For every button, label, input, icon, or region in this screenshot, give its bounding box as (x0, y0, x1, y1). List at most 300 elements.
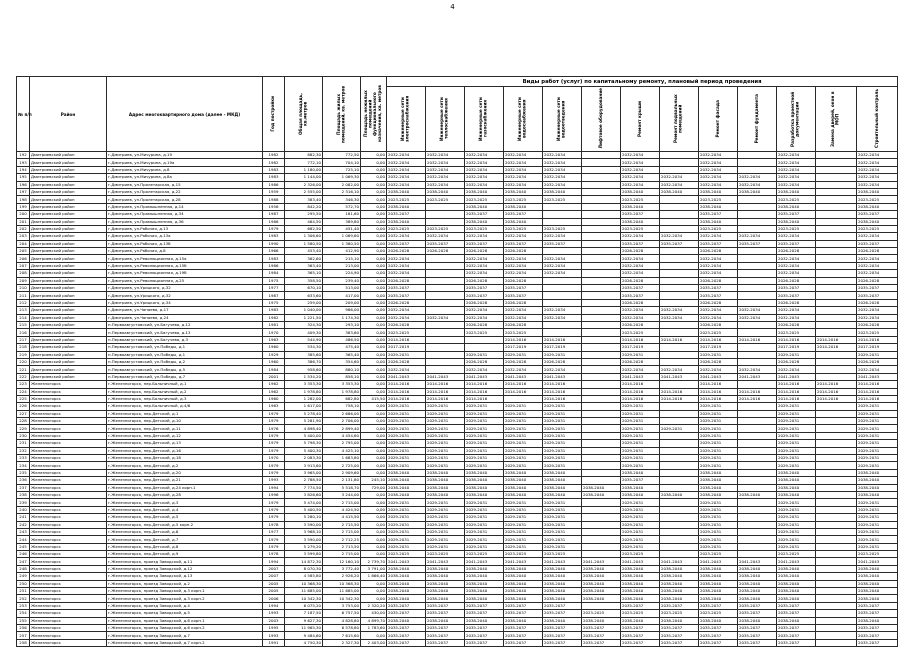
table-cell: 2023-2025 (543, 196, 582, 203)
table-cell: 2038-2040 (426, 580, 465, 587)
table-cell (816, 440, 857, 447)
table-cell: 2032-2034 (777, 307, 816, 314)
table-cell: 2035-2037 (738, 632, 777, 639)
table-cell: 2041-2043 (660, 558, 699, 565)
table-cell: 2038-2040 (660, 573, 699, 580)
table-cell: Дмитриевский район (30, 366, 107, 373)
table-cell: 2038-2040 (465, 477, 504, 484)
table-cell (660, 462, 699, 469)
table-cell: Железногорск (30, 403, 107, 410)
table-cell (738, 203, 777, 210)
table-cell: 11 685,00 (285, 588, 323, 595)
table-cell: 2014-2016 (660, 336, 699, 343)
table-cell: г.Железногорск, пер.Детский, д.3 (107, 499, 263, 506)
table-cell: 2032-2034 (387, 174, 426, 181)
table-cell: 2029-2031 (543, 403, 582, 410)
table-cell: 0,00 (361, 285, 387, 292)
table-cell: 2029-2031 (504, 432, 543, 439)
table-cell: 2029-2031 (621, 425, 660, 432)
table-cell: 203 (17, 233, 30, 240)
table-cell: 10 368,30 (323, 580, 361, 587)
table-cell: 2023-2025 (621, 225, 660, 232)
table-cell: 5 278,40 (285, 410, 323, 417)
table-cell: 1979 (263, 543, 285, 550)
table-cell: 2041-2043 (504, 558, 543, 565)
table-cell: 2035-2037 (543, 240, 582, 247)
table-row (17, 381, 898, 388)
table-cell: г.Железногорск, проезд Заводской, д.2 (107, 580, 263, 587)
table-cell: 633,60 (285, 292, 323, 299)
table-cell (582, 358, 621, 365)
table-cell: г.Железногорск, пер.Больничный, д.1 (107, 381, 263, 388)
table-cell: 198 (17, 196, 30, 203)
table-cell: 475,40 (323, 344, 361, 351)
table-cell: 2038-2040 (426, 573, 465, 580)
table-cell: 2038-2040 (857, 588, 898, 595)
table-cell: Дмитриевский район (30, 299, 107, 306)
table-cell: 2038-2040 (738, 595, 777, 602)
table-cell: 0,00 (361, 521, 387, 528)
table-cell: 2029-2031 (543, 425, 582, 432)
table-cell: 2038-2040 (699, 580, 738, 587)
table-cell: 2038-2040 (699, 469, 738, 476)
table-cell: 417,00 (323, 292, 361, 299)
table-cell: 3 968,10 (285, 528, 323, 535)
table-cell (582, 166, 621, 173)
table-cell (816, 225, 857, 232)
table-cell: 1 534,20 (285, 373, 323, 380)
table-cell: п.Первоавгустовский, ул.Багучева, д.3 (107, 336, 263, 343)
table-cell: Дмитриевский район (30, 203, 107, 210)
table-cell: 2035-2037 (504, 602, 543, 609)
table-cell: 2038-2040 (660, 188, 699, 195)
table-cell: 10 368,30 (285, 580, 323, 587)
table-cell (738, 218, 777, 225)
table-row (17, 462, 898, 469)
table-cell: 2038-2040 (582, 580, 621, 587)
table-cell: 2035-2037 (777, 602, 816, 609)
table-cell: 2014-2016 (699, 395, 738, 402)
table-cell: 2029-2031 (426, 506, 465, 513)
table-cell: Железногорск (30, 395, 107, 402)
table-cell: 2023-2025 (660, 610, 699, 617)
table-cell: 2026-2028 (777, 299, 816, 306)
table-cell: 245 (17, 543, 30, 550)
table-cell: 7 187,50 (285, 610, 323, 617)
table-cell: 0,00 (361, 410, 387, 417)
table-cell (426, 329, 465, 336)
table-cell: 2023-2025 (504, 551, 543, 558)
table-cell (582, 307, 621, 314)
table-cell (738, 514, 777, 521)
table-cell (582, 499, 621, 506)
table-cell: 2029-2031 (504, 462, 543, 469)
table-cell: 2032-2034 (543, 174, 582, 181)
table-row (17, 225, 898, 232)
table-cell (816, 307, 857, 314)
table-cell: г.Дмитриев, ул.Революционная, д.19б (107, 270, 263, 277)
table-cell: 2029-2031 (543, 447, 582, 454)
table-cell (816, 602, 857, 609)
table-cell: 2032-2034 (504, 166, 543, 173)
table-cell: 354,60 (323, 358, 361, 365)
table-cell (543, 277, 582, 284)
table-cell: 2038-2040 (699, 477, 738, 484)
table-cell: 293,10 (323, 321, 361, 328)
table-cell (816, 551, 857, 558)
table-cell: 2038-2040 (543, 580, 582, 587)
table-cell (582, 395, 621, 402)
table-row (17, 477, 898, 484)
table-cell: 7 615,60 (323, 632, 361, 639)
table-cell: 383,60 (323, 329, 361, 336)
table-cell: 0,00 (361, 159, 387, 166)
table-cell: Железногорск (30, 440, 107, 447)
table-cell: 2023-2025 (543, 225, 582, 232)
table-cell: 2029-2031 (504, 351, 543, 358)
table-cell: 1979 (263, 536, 285, 543)
table-cell (816, 403, 857, 410)
table-cell (816, 521, 857, 528)
table-cell: 1982 (263, 152, 285, 159)
table-cell: 1978 (263, 521, 285, 528)
table-cell: 2038-2040 (699, 617, 738, 624)
table-cell: 986,00 (323, 307, 361, 314)
table-cell: 2035-2037 (504, 632, 543, 639)
table-cell: 2035-2037 (543, 625, 582, 632)
table-cell: 2029-2031 (543, 455, 582, 462)
table-cell: 1977 (263, 528, 285, 535)
table-cell (660, 218, 699, 225)
table-row (17, 610, 898, 617)
table-cell (816, 181, 857, 188)
table-row (17, 440, 898, 447)
table-cell: 2041-2043 (777, 558, 816, 565)
table-cell: 0,00 (361, 373, 387, 380)
table-cell: 2029-2031 (504, 543, 543, 550)
table-cell (582, 536, 621, 543)
table-cell (582, 188, 621, 195)
table-cell: 2029-2031 (857, 506, 898, 513)
table-cell: 2035-2037 (387, 211, 426, 218)
table-row (17, 166, 898, 173)
table-cell: 215,10 (323, 255, 361, 262)
table-cell: 2032-2034 (857, 307, 898, 314)
table-cell: Дмитриевский район (30, 344, 107, 351)
table-row (17, 262, 898, 269)
table-cell: 2032-2034 (738, 366, 777, 373)
table-cell: 195 (17, 174, 30, 181)
table-cell: 842,20 (285, 203, 323, 210)
table-cell: 0,00 (361, 307, 387, 314)
table-cell: 2035-2037 (465, 211, 504, 218)
table-cell: 247 (17, 558, 30, 565)
table-cell: 1 617,00 (285, 403, 323, 410)
table-cell: 255 (17, 617, 30, 624)
table-cell: 3 965,00 (285, 469, 323, 476)
table-cell: г.Железногорск, проезд Заводской, д.12 (107, 565, 263, 572)
table-cell (816, 595, 857, 602)
table-cell: 2035-2037 (387, 632, 426, 639)
table-cell: 2017-2019 (543, 344, 582, 351)
table-cell: 2029-2031 (857, 536, 898, 543)
table-cell: 2032-2034 (387, 262, 426, 269)
table-cell: 2038-2040 (543, 595, 582, 602)
table-cell (738, 321, 777, 328)
table-cell (426, 336, 465, 343)
table-cell: 227 (17, 410, 30, 417)
table-cell (582, 477, 621, 484)
table-cell: 2014-2016 (857, 388, 898, 395)
table-cell: Дмитриевский район (30, 181, 107, 188)
table-row (17, 403, 898, 410)
table-cell: 2032-2034 (699, 270, 738, 277)
table-cell: 2038-2040 (504, 484, 543, 491)
table-cell: 2029-2031 (621, 536, 660, 543)
table-cell (816, 152, 857, 159)
table-cell (660, 262, 699, 269)
table-cell: 0,00 (361, 270, 387, 277)
table-cell (582, 262, 621, 269)
table-cell: 0,00 (361, 499, 387, 506)
table-cell: 2038-2040 (504, 595, 543, 602)
table-cell (816, 211, 857, 218)
table-cell: 2029-2031 (426, 418, 465, 425)
table-cell (426, 321, 465, 328)
table-cell: 682,80 (323, 395, 361, 402)
table-row (17, 625, 898, 632)
table-cell: 1979 (263, 462, 285, 469)
table-cell: 2035-2037 (777, 625, 816, 632)
table-cell: 2029-2031 (465, 351, 504, 358)
table-cell: 2032-2034 (465, 233, 504, 240)
table-row (17, 358, 898, 365)
table-cell: г.Дмитриев, ул.Промышленная, д.36 (107, 218, 263, 225)
table-cell: 2035-2037 (857, 610, 898, 617)
table-cell: 205 (17, 248, 30, 255)
table-cell: п.Первоавгустовский, ул.Победы, д.7 (107, 373, 263, 380)
table-cell: 2032-2034 (504, 366, 543, 373)
table-cell: 2014-2016 (857, 381, 898, 388)
header-area: Общая площадь, кв.метров (285, 77, 323, 152)
table-row (17, 484, 898, 491)
table-cell (816, 159, 857, 166)
table-cell: 1 180,00 (285, 166, 323, 173)
table-cell: 225 (17, 395, 30, 402)
table-cell: 2038-2040 (777, 573, 816, 580)
table-cell (660, 403, 699, 410)
table-cell: 2026-2028 (465, 358, 504, 365)
table-cell: 2023-2025 (621, 610, 660, 617)
table-cell: 2032-2034 (543, 307, 582, 314)
table-cell: п.Первоавгустовский, ул.Багучева, д.12 (107, 321, 263, 328)
table-cell: 208 (17, 270, 30, 277)
table-row (17, 514, 898, 521)
table-cell: 2023-2025 (543, 551, 582, 558)
table-cell (543, 292, 582, 299)
table-cell (660, 477, 699, 484)
table-cell: 2041-2043 (857, 558, 898, 565)
table-cell (582, 277, 621, 284)
table-cell: 2032-2034 (621, 166, 660, 173)
table-cell (582, 329, 621, 336)
table-cell: 1959 (263, 188, 285, 195)
table-cell (660, 225, 699, 232)
table-cell: 2029-2031 (387, 455, 426, 462)
table-cell: 2038-2040 (465, 469, 504, 476)
table-row (17, 543, 898, 550)
table-cell: 2026-2028 (504, 299, 543, 306)
table-cell (660, 484, 699, 491)
table-cell: 2026-2028 (857, 299, 898, 306)
table-cell: 2035-2037 (777, 610, 816, 617)
table-cell: 14 872,30 (285, 558, 323, 565)
table-cell: 2038-2040 (660, 565, 699, 572)
table-cell: 2032-2034 (738, 314, 777, 321)
table-cell: 2035-2037 (465, 632, 504, 639)
table-cell: 1 866,40 (361, 573, 387, 580)
table-cell: 2 316,10 (323, 188, 361, 195)
table-cell: г.Железногорск, пер.Детский, д.5 корп.2 (107, 521, 263, 528)
table-cell: 1977 (263, 285, 285, 292)
table-cell: 2032-2034 (857, 366, 898, 373)
table-cell: 2038-2040 (426, 477, 465, 484)
table-cell: 2035-2037 (426, 625, 465, 632)
table-cell: 2029-2031 (543, 528, 582, 535)
table-cell: 2038-2040 (543, 469, 582, 476)
table-cell: 2029-2031 (621, 514, 660, 521)
table-cell: 2038-2040 (543, 617, 582, 624)
table-cell (816, 580, 857, 587)
table-cell: 2038-2040 (777, 491, 816, 498)
table-row (17, 506, 898, 513)
table-cell: 2023-2025 (426, 225, 465, 232)
table-cell: 2014-2016 (777, 381, 816, 388)
table-cell (582, 225, 621, 232)
table-cell (738, 418, 777, 425)
table-cell: г.Железногорск, пер.Детский, д.28 (107, 491, 263, 498)
table-cell: 2023-2025 (857, 196, 898, 203)
table-cell: 9 627,30 (285, 617, 323, 624)
table-cell: 2026-2028 (621, 248, 660, 255)
table-cell: 2023-2025 (699, 225, 738, 232)
table-cell (816, 639, 857, 646)
table-cell: 2026-2028 (777, 277, 816, 284)
table-cell: 6 578,80 (323, 625, 361, 632)
table-cell: 2029-2031 (857, 410, 898, 417)
table-cell: 2032-2034 (387, 181, 426, 188)
table-cell: 2029-2031 (621, 403, 660, 410)
table-cell (816, 573, 857, 580)
table-cell (738, 447, 777, 454)
table-cell: 2038-2040 (582, 491, 621, 498)
table-cell: 415,50 (361, 395, 387, 402)
table-cell (738, 262, 777, 269)
table-cell: г.Железногорск, пер.Детский, д.5 (107, 514, 263, 521)
table-cell: 1979 (263, 432, 285, 439)
table-cell: 2023-2025 (777, 196, 816, 203)
table-cell: 2035-2037 (738, 602, 777, 609)
table-cell: 882,30 (285, 152, 323, 159)
table-cell (738, 484, 777, 491)
table-cell: Дмитриевский район (30, 159, 107, 166)
table-cell: 0,00 (361, 455, 387, 462)
table-cell (660, 447, 699, 454)
table-cell: 2038-2040 (857, 617, 898, 624)
table-cell: 1979 (263, 499, 285, 506)
table-cell (738, 381, 777, 388)
table-row (17, 307, 898, 314)
table-cell: 2032-2034 (387, 255, 426, 262)
table-cell: 2032-2034 (699, 314, 738, 321)
table-cell: 2023-2025 (426, 551, 465, 558)
table-cell: Дмитриевский район (30, 225, 107, 232)
table-cell: 2026-2028 (543, 358, 582, 365)
table-cell: 6 075,20 (285, 602, 323, 609)
table-cell: 2032-2034 (857, 181, 898, 188)
table-cell: 1986 (263, 181, 285, 188)
table-cell: 2032-2034 (621, 262, 660, 269)
table-cell: 1994 (263, 484, 285, 491)
table-cell: 2 926,20 (323, 573, 361, 580)
table-cell: 0,00 (361, 514, 387, 521)
table-cell: 2032-2034 (387, 366, 426, 373)
table-cell: 2035-2037 (777, 292, 816, 299)
table-cell: 2014-2016 (621, 336, 660, 343)
table-cell: 2029-2031 (777, 506, 816, 513)
table-cell: 0,00 (361, 336, 387, 343)
table-cell: Дмитриевский район (30, 196, 107, 203)
table-cell: 2035-2037 (387, 602, 426, 609)
table-cell: Железногорск (30, 455, 107, 462)
table-cell: 2023-2025 (387, 196, 426, 203)
table-cell: 1986 (263, 218, 285, 225)
table-cell: 2032-2034 (621, 174, 660, 181)
table-cell (582, 159, 621, 166)
table-cell: 2032-2034 (504, 270, 543, 277)
table-cell (816, 321, 857, 328)
table-cell: 2038-2040 (582, 484, 621, 491)
table-cell: 2038-2040 (621, 469, 660, 476)
table-cell: 228 (17, 418, 30, 425)
table-cell: 2029-2031 (857, 514, 898, 521)
table-cell (582, 425, 621, 432)
table-cell: 2026-2028 (465, 248, 504, 255)
table-cell: 2 706,00 (323, 418, 361, 425)
table-cell: 2029-2031 (621, 351, 660, 358)
table-cell (738, 248, 777, 255)
table-cell: 1982 (263, 159, 285, 166)
table-cell: г.Железногорск, пер.Детский, д.8 (107, 543, 263, 550)
table-cell: 2035-2037 (777, 285, 816, 292)
table-cell (816, 366, 857, 373)
table-cell: 2038-2040 (582, 595, 621, 602)
table-cell: 2032-2034 (504, 233, 543, 240)
table-cell: 2032-2034 (426, 152, 465, 159)
table-cell: 2038-2040 (426, 617, 465, 624)
header-work-4: Инженерные сети водоотведения (543, 87, 582, 152)
table-cell: 2017-2019 (387, 344, 426, 351)
table-cell: 196 (17, 181, 30, 188)
table-cell: 2038-2040 (660, 595, 699, 602)
table-cell (426, 292, 465, 299)
table-cell: 1 221,50 (285, 314, 323, 321)
table-cell: 4 415,50 (323, 514, 361, 521)
table-cell: 2032-2034 (857, 166, 898, 173)
table-cell (738, 469, 777, 476)
table-cell: 0,00 (361, 321, 387, 328)
table-cell (738, 299, 777, 306)
